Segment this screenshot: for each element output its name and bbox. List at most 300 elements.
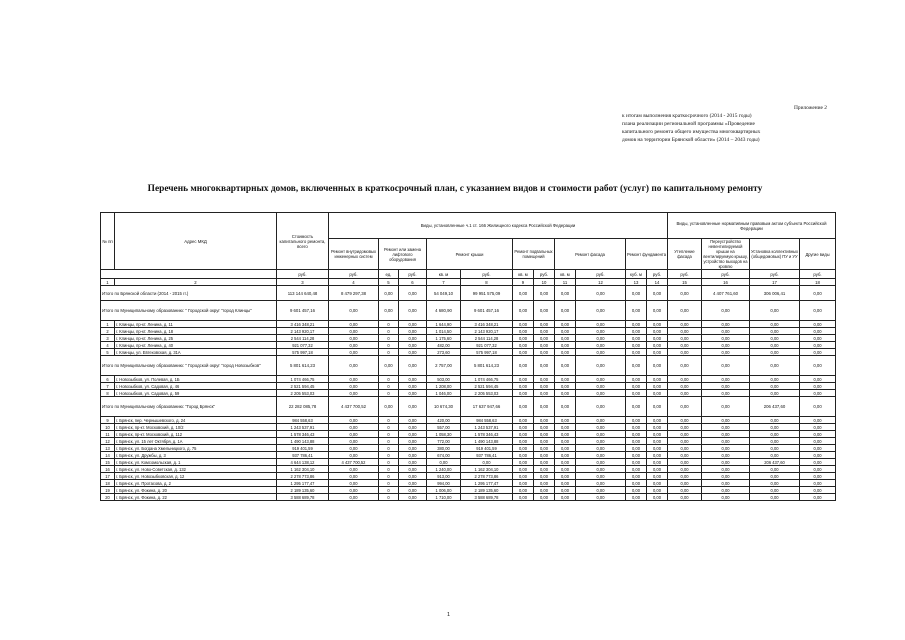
row-value: 1 578 346,43	[461, 431, 513, 438]
row-value: 0,00	[576, 328, 626, 335]
row-value: 575 997,18	[277, 349, 329, 356]
row-value: 0,00	[702, 424, 750, 431]
row-value: 0,00	[750, 431, 800, 438]
row-address: г. Новозыбков, ул. Садовая, д. 59	[115, 390, 277, 397]
row-value: 0,00	[647, 480, 668, 487]
summary-value: 0,00	[513, 301, 534, 321]
row-value: 921 077,32	[461, 342, 513, 349]
row-value: 2 189 135,60	[277, 487, 329, 494]
summary-value: 22 282 085,78	[277, 397, 329, 417]
row-value: 0,00	[800, 459, 836, 466]
row-value: 0,00	[576, 445, 626, 452]
row-value: 0,00	[399, 431, 427, 438]
row-value: 1 240,00	[427, 466, 461, 473]
row-value: 913,00	[427, 473, 461, 480]
row-value: 0,00	[513, 376, 534, 383]
summary-value: 113 144 640,48	[277, 286, 329, 301]
row-value: 0,00	[668, 383, 702, 390]
row-value: 0,00	[647, 431, 668, 438]
row-value: 0,00	[534, 487, 555, 494]
summary-value: 10 674,30	[427, 397, 461, 417]
row-value: 0	[379, 494, 399, 501]
row-value: 0,00	[534, 438, 555, 445]
row-value: 0,00	[513, 487, 534, 494]
row-value: 0,00	[399, 494, 427, 501]
row-number: 5	[101, 349, 115, 356]
summary-value: 5 801 614,23	[461, 356, 513, 376]
row-value: 0,00	[647, 494, 668, 501]
row-value: 0,00	[702, 390, 750, 397]
summary-value: 0,00	[800, 356, 836, 376]
header-other: Другие виды	[800, 239, 836, 270]
row-value: 0,00	[800, 480, 836, 487]
row-value: 1 490 143,88	[461, 438, 513, 445]
table-row	[101, 328, 836, 335]
row-value: 0,00	[513, 328, 534, 335]
row-value: 0	[379, 424, 399, 431]
summary-value: 0,00	[800, 301, 836, 321]
row-value: 0,00	[461, 459, 513, 466]
row-value: 0,00	[702, 321, 750, 328]
unit-cell: руб.	[576, 270, 626, 279]
header-meters: Установка коллективных (общедомовых) ПУ и УУ	[750, 239, 800, 270]
row-value: 0,00	[647, 383, 668, 390]
summary-value: 4 407 761,60	[702, 286, 750, 301]
row-value: 0,00	[668, 480, 702, 487]
municipality-total-row	[101, 397, 836, 417]
summary-label: Итого по Муниципальному образованию: "Город Брянск"	[101, 397, 277, 417]
row-value: 0,00	[513, 445, 534, 452]
row-value: 0,00	[576, 321, 626, 328]
summary-value: 0,00	[800, 397, 836, 417]
header-num: № пп	[101, 213, 115, 270]
unit-cell: руб.	[329, 270, 379, 279]
summary-label: Итого по Брянской области (2014 - 2015 гг.)	[101, 286, 277, 301]
row-value: 0,00	[576, 473, 626, 480]
row-value: 0,00	[750, 342, 800, 349]
row-number: 15	[101, 459, 115, 466]
header-basement: Ремонт подвальных помещений	[513, 239, 555, 270]
summary-value: 0,00	[702, 397, 750, 417]
row-value: 0,00	[399, 452, 427, 459]
row-value: 0,00	[750, 321, 800, 328]
header-insulation: Утепление фасада	[668, 239, 702, 270]
row-value: 0,00	[702, 383, 750, 390]
row-value: 0,00	[626, 438, 647, 445]
row-number: 4	[101, 342, 115, 349]
summary-value: 0,00	[399, 356, 427, 376]
row-value: 0,00	[750, 328, 800, 335]
summary-value: 0,00	[555, 286, 576, 301]
row-value: 0,00	[576, 390, 626, 397]
row-address: г. Брянск, пр-кт. Московский, д. 10/2	[115, 424, 277, 431]
row-value: 0,00	[626, 445, 647, 452]
row-value: 0,00	[702, 342, 750, 349]
table-body	[101, 286, 836, 501]
row-value: 0,00	[626, 487, 647, 494]
table-row	[101, 383, 836, 390]
column-number-cell: 14	[647, 279, 668, 286]
row-value: 1 162 304,10	[461, 466, 513, 473]
row-value: 0,00	[329, 335, 379, 342]
row-value: 0	[379, 431, 399, 438]
unit-cell: руб.	[461, 270, 513, 279]
summary-value: 0,00	[668, 356, 702, 376]
column-number-cell: 12	[576, 279, 626, 286]
row-value: 0,00	[750, 452, 800, 459]
row-value: 0,00	[750, 473, 800, 480]
row-address: г. Клинцы, пр-кт. Ленина, д. 18	[115, 328, 277, 335]
summary-value: 0,00	[626, 286, 647, 301]
row-value: 0,00	[626, 473, 647, 480]
row-value: 0,00	[427, 459, 461, 466]
row-value: 0	[379, 473, 399, 480]
summary-value: 206 437,60	[750, 397, 800, 417]
row-value: 0,00	[534, 417, 555, 424]
summary-value: 0,00	[399, 301, 427, 321]
row-address: г. Брянск, ул. Фокина, д. 20	[115, 487, 277, 494]
unit-cell: руб.	[647, 270, 668, 279]
row-value: 0,00	[399, 335, 427, 342]
summary-value: 0,00	[647, 356, 668, 376]
document-title: Перечень многоквартирных домов, включенных в краткосрочный план, с указанием видов и стоимости работ (услуг) по капитальному ремонту	[147, 184, 763, 194]
row-value: 0,00	[555, 342, 576, 349]
summary-value: 0,00	[329, 301, 379, 321]
row-address: г. Брянск, ул. Богдана Хмельницкого, д. 75	[115, 445, 277, 452]
row-value: 0	[379, 342, 399, 349]
row-value: 921 077,32	[277, 342, 329, 349]
row-value: 0,00	[647, 349, 668, 356]
row-value: 0,00	[702, 417, 750, 424]
row-address: г. Новозыбков, ул. Садовая, д. 46	[115, 383, 277, 390]
row-value: 1 295 177,47	[461, 480, 513, 487]
row-value: 0,00	[555, 473, 576, 480]
row-value: 0,00	[576, 383, 626, 390]
row-value: 0,00	[513, 335, 534, 342]
row-value: 1 710,00	[427, 494, 461, 501]
row-value: 0,00	[800, 424, 836, 431]
row-value: 0,00	[555, 452, 576, 459]
unit-cell: руб.	[800, 270, 836, 279]
row-value: 420,00	[427, 417, 461, 424]
summary-value: 0,00	[668, 286, 702, 301]
header-cost: Стоимость капитального ремонта, всего	[277, 213, 329, 270]
row-value: 0,00	[647, 487, 668, 494]
row-value: 0,00	[647, 321, 668, 328]
row-value: 0,00	[329, 438, 379, 445]
row-address: г. Брянск, ул. Новозыбковская, д. 12	[115, 473, 277, 480]
row-value: 0,00	[576, 466, 626, 473]
row-value: 4 437 700,52	[329, 459, 379, 466]
row-value: 0,00	[576, 431, 626, 438]
row-value: 0,00	[576, 349, 626, 356]
row-value: 0	[379, 480, 399, 487]
row-value: 0,00	[399, 459, 427, 466]
summary-value: 0,00	[399, 397, 427, 417]
row-value: 0,00	[800, 445, 836, 452]
row-address: г. Новозыбков, ул. Полевая, д. 1Б	[115, 376, 277, 383]
row-value: 380,00	[427, 445, 461, 452]
row-value: 3 588 689,78	[277, 494, 329, 501]
row-value: 0,00	[555, 459, 576, 466]
row-value: 0,00	[399, 480, 427, 487]
summary-value: 5 801 614,23	[277, 356, 329, 376]
row-value: 0,00	[534, 321, 555, 328]
appendix-line: домов на территории Брянской области» (2014 – 2043 годы)	[622, 137, 760, 143]
row-value: 0,00	[513, 431, 534, 438]
row-value: 0,00	[668, 376, 702, 383]
row-value: 0,00	[750, 487, 800, 494]
column-number-cell: 6	[399, 279, 427, 286]
row-value: 0,00	[513, 438, 534, 445]
column-number-cell: 17	[750, 279, 800, 286]
summary-label: Итого по Муниципальному образованию: " Городской округ "город Новозыбков"	[101, 356, 277, 376]
summary-value: 0,00	[800, 286, 836, 301]
row-value: 0,00	[647, 445, 668, 452]
row-address: г. Брянск, ул. 15 лет Октября, д. 1А	[115, 438, 277, 445]
row-value: 4 644 138,12	[277, 459, 329, 466]
row-value: 0,00	[647, 438, 668, 445]
row-value: 984 558,63	[277, 417, 329, 424]
row-value: 0,00	[534, 383, 555, 390]
row-value: 1 644,90	[427, 321, 461, 328]
row-value: 0,00	[750, 390, 800, 397]
row-value: 0,00	[555, 480, 576, 487]
row-value: 2 544 114,28	[277, 335, 329, 342]
summary-value: 0,00	[668, 397, 702, 417]
header-engineering: Ремонт внутридомовых инженерных систем	[329, 239, 379, 270]
row-value: 0,00	[555, 328, 576, 335]
row-value: 0	[379, 438, 399, 445]
row-value: 0,00	[399, 424, 427, 431]
row-number: 13	[101, 445, 115, 452]
row-value: 0,00	[534, 335, 555, 342]
row-number: 9	[101, 417, 115, 424]
unit-cell: кв. м	[555, 270, 576, 279]
row-value: 0,00	[626, 459, 647, 466]
row-value: 0,00	[513, 452, 534, 459]
row-value: 0,00	[534, 342, 555, 349]
row-value: 0,00	[750, 445, 800, 452]
row-value: 1 074 466,75	[277, 376, 329, 383]
summary-value: 306 006,41	[750, 286, 800, 301]
row-value: 0,00	[668, 452, 702, 459]
row-address: г. Брянск, пр-кт. Московский, д. 112	[115, 431, 277, 438]
row-value: 0,00	[702, 349, 750, 356]
table-row	[101, 321, 836, 328]
appendix-note	[622, 104, 827, 144]
summary-value: 4 680,90	[427, 301, 461, 321]
row-value: 0,00	[668, 487, 702, 494]
row-address: г. Брянск, пер. Чернышевского, д. 24	[115, 417, 277, 424]
table-row	[101, 473, 836, 480]
table-row	[101, 466, 836, 473]
column-number-cell: 8	[461, 279, 513, 286]
row-value: 0,00	[702, 452, 750, 459]
row-value: 0,00	[626, 321, 647, 328]
row-value: 0,00	[534, 424, 555, 431]
row-value: 0,00	[513, 349, 534, 356]
summary-value: 0,00	[576, 301, 626, 321]
units-blank	[101, 270, 277, 279]
summary-value: 0,00	[379, 286, 399, 301]
municipality-total-row	[101, 301, 836, 321]
table-row	[101, 445, 836, 452]
row-value: 1 014,50	[427, 328, 461, 335]
row-value: 503,00	[427, 376, 461, 383]
summary-value: 0,00	[513, 356, 534, 376]
row-value: 0,00	[513, 424, 534, 431]
row-value: 0,00	[800, 487, 836, 494]
summary-value: 4 437 700,52	[329, 397, 379, 417]
row-value: 206 437,60	[750, 459, 800, 466]
row-value: 0,00	[534, 494, 555, 501]
row-value: 1 058,30	[427, 431, 461, 438]
row-value: 0,00	[668, 390, 702, 397]
row-number: 12	[101, 438, 115, 445]
row-value: 0,00	[399, 487, 427, 494]
row-value: 0,00	[534, 480, 555, 487]
header-foundation: Ремонт фундамента	[626, 239, 668, 270]
row-value: 0,00	[329, 424, 379, 431]
row-value: 0,00	[647, 473, 668, 480]
row-value: 0,00	[668, 417, 702, 424]
row-value: 0,00	[399, 390, 427, 397]
row-value: 0,00	[800, 335, 836, 342]
row-value: 0,00	[513, 459, 534, 466]
row-value: 2 278 773,86	[277, 473, 329, 480]
row-value: 0,00	[647, 466, 668, 473]
unit-cell: руб.	[668, 270, 702, 279]
row-number: 7	[101, 383, 115, 390]
row-value: 0	[379, 459, 399, 466]
column-number-cell: 7	[427, 279, 461, 286]
row-value: 0,00	[555, 424, 576, 431]
unit-cell: руб.	[750, 270, 800, 279]
summary-value: 0,00	[647, 301, 668, 321]
row-value: 0,00	[329, 473, 379, 480]
row-value: 0,00	[534, 328, 555, 335]
summary-value: 0,00	[379, 356, 399, 376]
row-value: 0,00	[329, 445, 379, 452]
row-value: 0,00	[555, 466, 576, 473]
unit-cell: руб.	[534, 270, 555, 279]
row-value: 0,00	[800, 438, 836, 445]
row-value: 0,00	[399, 383, 427, 390]
row-address: г. Клинцы, пр-кт. Ленина, д. 11	[115, 321, 277, 328]
row-value: 0,00	[702, 376, 750, 383]
row-value: 1 006,00	[427, 487, 461, 494]
summary-value: 99 951 575,09	[461, 286, 513, 301]
row-value: 3 416 348,21	[277, 321, 329, 328]
municipality-total-row	[101, 356, 836, 376]
row-value: 0	[379, 349, 399, 356]
summary-value: 0,00	[555, 397, 576, 417]
column-number-cell: 1	[101, 279, 115, 286]
summary-value: 54 049,10	[427, 286, 461, 301]
row-value: 0,00	[555, 417, 576, 424]
row-value: 0,00	[534, 459, 555, 466]
summary-value: 0,00	[647, 286, 668, 301]
unit-cell: кв. м	[427, 270, 461, 279]
row-value: 0	[379, 328, 399, 335]
row-value: 919 401,59	[461, 445, 513, 452]
row-value: 0,00	[750, 424, 800, 431]
row-value: 0,00	[534, 452, 555, 459]
table-row	[101, 376, 836, 383]
houses-table	[100, 212, 836, 501]
row-number: 3	[101, 335, 115, 342]
row-value: 0,00	[399, 445, 427, 452]
row-value: 0,00	[329, 487, 379, 494]
row-value: 0,00	[668, 445, 702, 452]
row-value: 0,00	[750, 335, 800, 342]
row-number: 1	[101, 321, 115, 328]
row-value: 0,00	[329, 342, 379, 349]
row-value: 0,00	[647, 376, 668, 383]
row-value: 0,00	[626, 328, 647, 335]
table-row	[101, 424, 836, 431]
summary-value: 0,00	[379, 397, 399, 417]
summary-value: 0,00	[668, 301, 702, 321]
row-value: 0	[379, 321, 399, 328]
appendix-title: Приложение 2	[794, 105, 827, 111]
summary-value: 9 601 457,16	[461, 301, 513, 321]
row-value: 2 143 920,17	[461, 328, 513, 335]
row-value: 0,00	[647, 424, 668, 431]
row-value: 0	[379, 390, 399, 397]
row-number: 8	[101, 390, 115, 397]
row-value: 2 143 920,17	[277, 328, 329, 335]
row-value: 0,00	[647, 335, 668, 342]
row-value: 674,00	[427, 452, 461, 459]
units-row	[101, 270, 836, 279]
column-number-cell: 18	[800, 279, 836, 286]
row-address: г. Брянск, ул. Протасова, д. 2	[115, 480, 277, 487]
row-value: 0,00	[329, 349, 379, 356]
row-value: 0,00	[668, 431, 702, 438]
row-value: 0,00	[800, 431, 836, 438]
summary-value: 0,00	[750, 356, 800, 376]
row-value: 0,00	[626, 349, 647, 356]
row-value: 919 401,59	[277, 445, 329, 452]
row-value: 1 490 143,88	[277, 438, 329, 445]
header-elevator: Ремонт или замена лифтового оборудования	[379, 239, 427, 270]
table-row	[101, 438, 836, 445]
row-value: 0,00	[555, 431, 576, 438]
row-value: 2 189 135,60	[461, 487, 513, 494]
row-value: 3 416 348,21	[461, 321, 513, 328]
summary-value: 0,00	[702, 301, 750, 321]
row-value: 0,00	[534, 473, 555, 480]
row-address: г. Клинцы, ул. Евтеховская, д. 31А	[115, 349, 277, 356]
row-value: 0,00	[399, 417, 427, 424]
row-value: 0,00	[329, 390, 379, 397]
row-value: 1 046,00	[427, 390, 461, 397]
row-value: 0,00	[626, 494, 647, 501]
unit-cell: куб. м	[626, 270, 647, 279]
row-value: 0,00	[576, 494, 626, 501]
row-number: 18	[101, 480, 115, 487]
summary-value: 0,00	[647, 397, 668, 417]
unit-cell: кв. м	[513, 270, 534, 279]
row-value: 0,00	[555, 438, 576, 445]
row-value: 0,00	[399, 342, 427, 349]
row-value: 0,00	[800, 417, 836, 424]
row-value: 0,00	[800, 328, 836, 335]
row-value: 0,00	[647, 328, 668, 335]
summary-value: 0,00	[379, 301, 399, 321]
